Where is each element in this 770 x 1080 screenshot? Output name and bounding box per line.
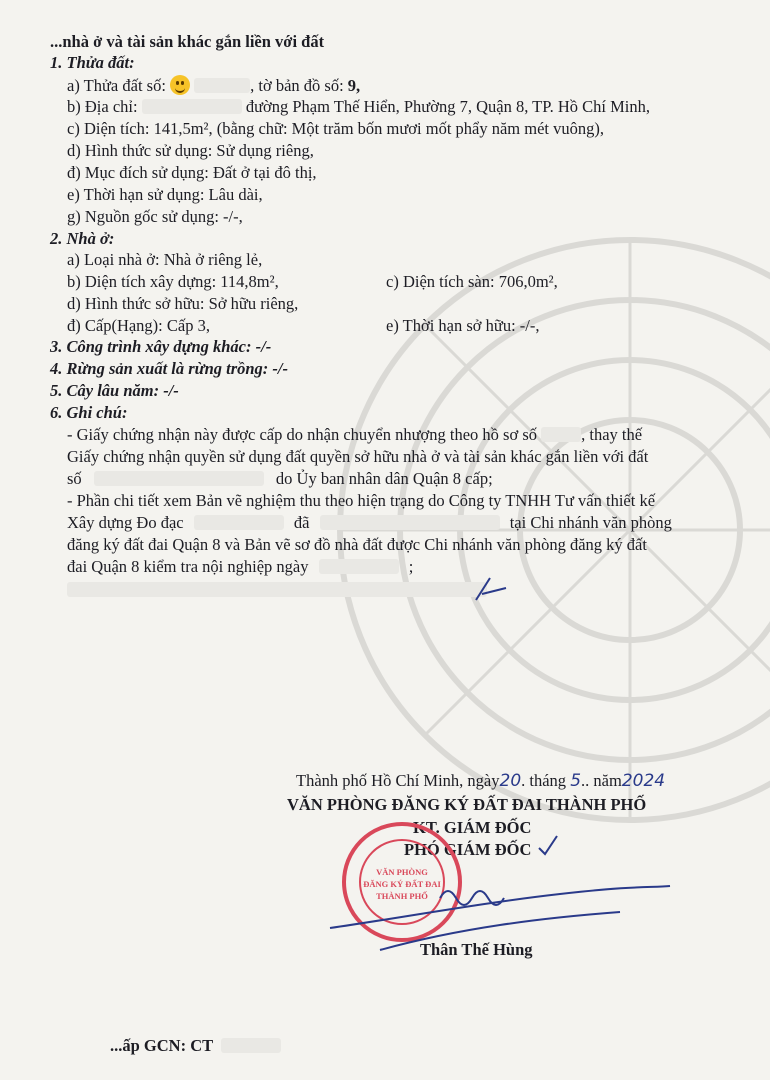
house-built-area: b) Diện tích xây dựng: 114,8m², [67,272,279,291]
parcel-label: a) Thửa đất số: [67,76,166,95]
map-sheet-label: , tờ bản đồ số: [250,76,344,95]
redacted-registration [320,515,500,530]
land-term: e) Thời hạn sử dụng: Lâu dài, [67,185,263,204]
address-line [67,97,650,117]
redacted-parcel-no [194,78,250,93]
other-construction: 3. Công trình xây dựng khác: -/- [50,337,272,356]
house-type: a) Loại nhà ở: Nhà ở riêng lẻ, [67,250,263,269]
note2-line2-start: Xây dựng Đo đạc [67,513,184,532]
redacted-file-no [541,427,581,442]
note2-line4-end: ; [408,557,414,576]
redacted-company [194,515,284,530]
land-origin: g) Nguồn gốc sử dụng: -/-, [67,207,243,226]
page-header: ...nhà ở và tài sản khác gắn liền với đất [50,32,325,51]
note1-line3-start: số [67,469,82,488]
signer-name: Thân Thế Hùng [420,940,533,959]
perennial-trees: 5. Cây lâu năm: -/- [50,381,179,400]
pen-mark-icon [472,574,512,604]
note1-line3-end: do Ủy ban nhân dân Quận 8 cấp; [275,469,493,488]
note2-line3: đăng ký đất đai Quận 8 và Bản vẽ sơ đồ nhà đất được Chi nhánh văn phòng đăng ký đất [67,535,647,554]
redacted-date [319,559,399,574]
place-date-line: Thành phố Hồ Chí Minh, ngày20. tháng 5.. năm2024 [296,771,666,791]
redacted-cert-no [94,471,264,486]
map-sheet-no: 9, [347,76,361,95]
deputy-director: PHÓ GIÁM ĐỐC [404,840,532,859]
checkmark-icon [536,834,560,858]
month-label: tháng [529,771,567,790]
year-label: năm [593,771,622,790]
note2-line4 [67,557,413,577]
place-date-prefix: Thành phố Hồ Chí Minh, ngày [296,771,500,790]
date-year: 2024 [621,771,666,791]
land-use-form: d) Hình thức sử dụng: Sử dụng riêng, [67,141,314,160]
note1-line2: Giấy chứng nhận quyền sử dụng đất quyền sở hữu nhà ở và tài sản khác gắn liền với đất [67,447,649,466]
land-area: c) Diện tích: 141,5m², (bằng chữ: Một trăm bốn mươi mốt phẩy năm mét vuông), [67,119,605,138]
note1-line1-text: - Giấy chứng nhận này được cấp do nhận chuyển nhượng theo hồ sơ số [67,425,537,444]
redacted-house-no [142,99,242,114]
house-ownership-term: e) Thời hạn sở hữu: -/-, [386,316,540,335]
house-ownership: d) Hình thức sở hữu: Sở hữu riêng, [67,294,299,313]
note1-line1 [67,425,642,445]
note2-line2-end: tại Chi nhánh văn phòng [509,513,672,532]
production-forest: 4. Rừng sản xuất là rừng trồng: -/- [50,359,288,378]
date-month: 5 [570,771,582,791]
redacted-gcn-no [221,1038,281,1053]
house-floor-area: c) Diện tích sàn: 706,0m², [386,272,558,291]
parcel-line [67,75,360,96]
issuing-office: VĂN PHÒNG ĐĂNG KÝ ĐẤT ĐAI THÀNH PHỐ [287,795,647,814]
note2-line2 [67,513,672,533]
house-heading: 2. Nhà ở: [50,229,115,248]
svg-text:THÀNH PHỐ: THÀNH PHỐ [376,891,428,901]
note2-line2-mid: đã [293,513,310,532]
notes-heading: 6. Ghi chú: [50,403,128,422]
redacted-extra [67,582,487,597]
address-value: đường Phạm Thế Hiển, Phường 7, Quận 8, TP. Hồ Chí Minh, [245,97,650,116]
house-grade: đ) Cấp(Hạng): Cấp 3, [67,316,210,335]
note1-line1-end: , thay thế [581,425,643,444]
note2-line1: - Phần chi tiết xem Bản vẽ nghiệm thu theo hiện trạng do Công ty TNHH Tư vấn thiết kế [67,491,656,510]
kt-director: KT. GIÁM ĐỐC [413,818,532,837]
footer-gcn-text: ...ấp GCN: CT [110,1036,214,1055]
footer-gcn [110,1036,281,1056]
smiley-icon [170,75,190,95]
redacted-line [67,580,487,600]
date-day: 20 [499,771,522,791]
land-heading: 1. Thửa đất: [50,53,135,72]
land-purpose: đ) Mục đích sử dụng: Đất ở tại đô thị, [67,163,317,182]
note1-line3 [67,469,493,489]
note2-line4-text: đai Quận 8 kiểm tra nội nghiệp ngày [67,557,309,576]
svg-text:VĂN PHÒNG: VĂN PHÒNG [376,867,428,877]
svg-text:ĐĂNG KÝ ĐẤT ĐAI: ĐĂNG KÝ ĐẤT ĐAI [363,879,441,889]
address-label: b) Địa chỉ: [67,97,138,116]
